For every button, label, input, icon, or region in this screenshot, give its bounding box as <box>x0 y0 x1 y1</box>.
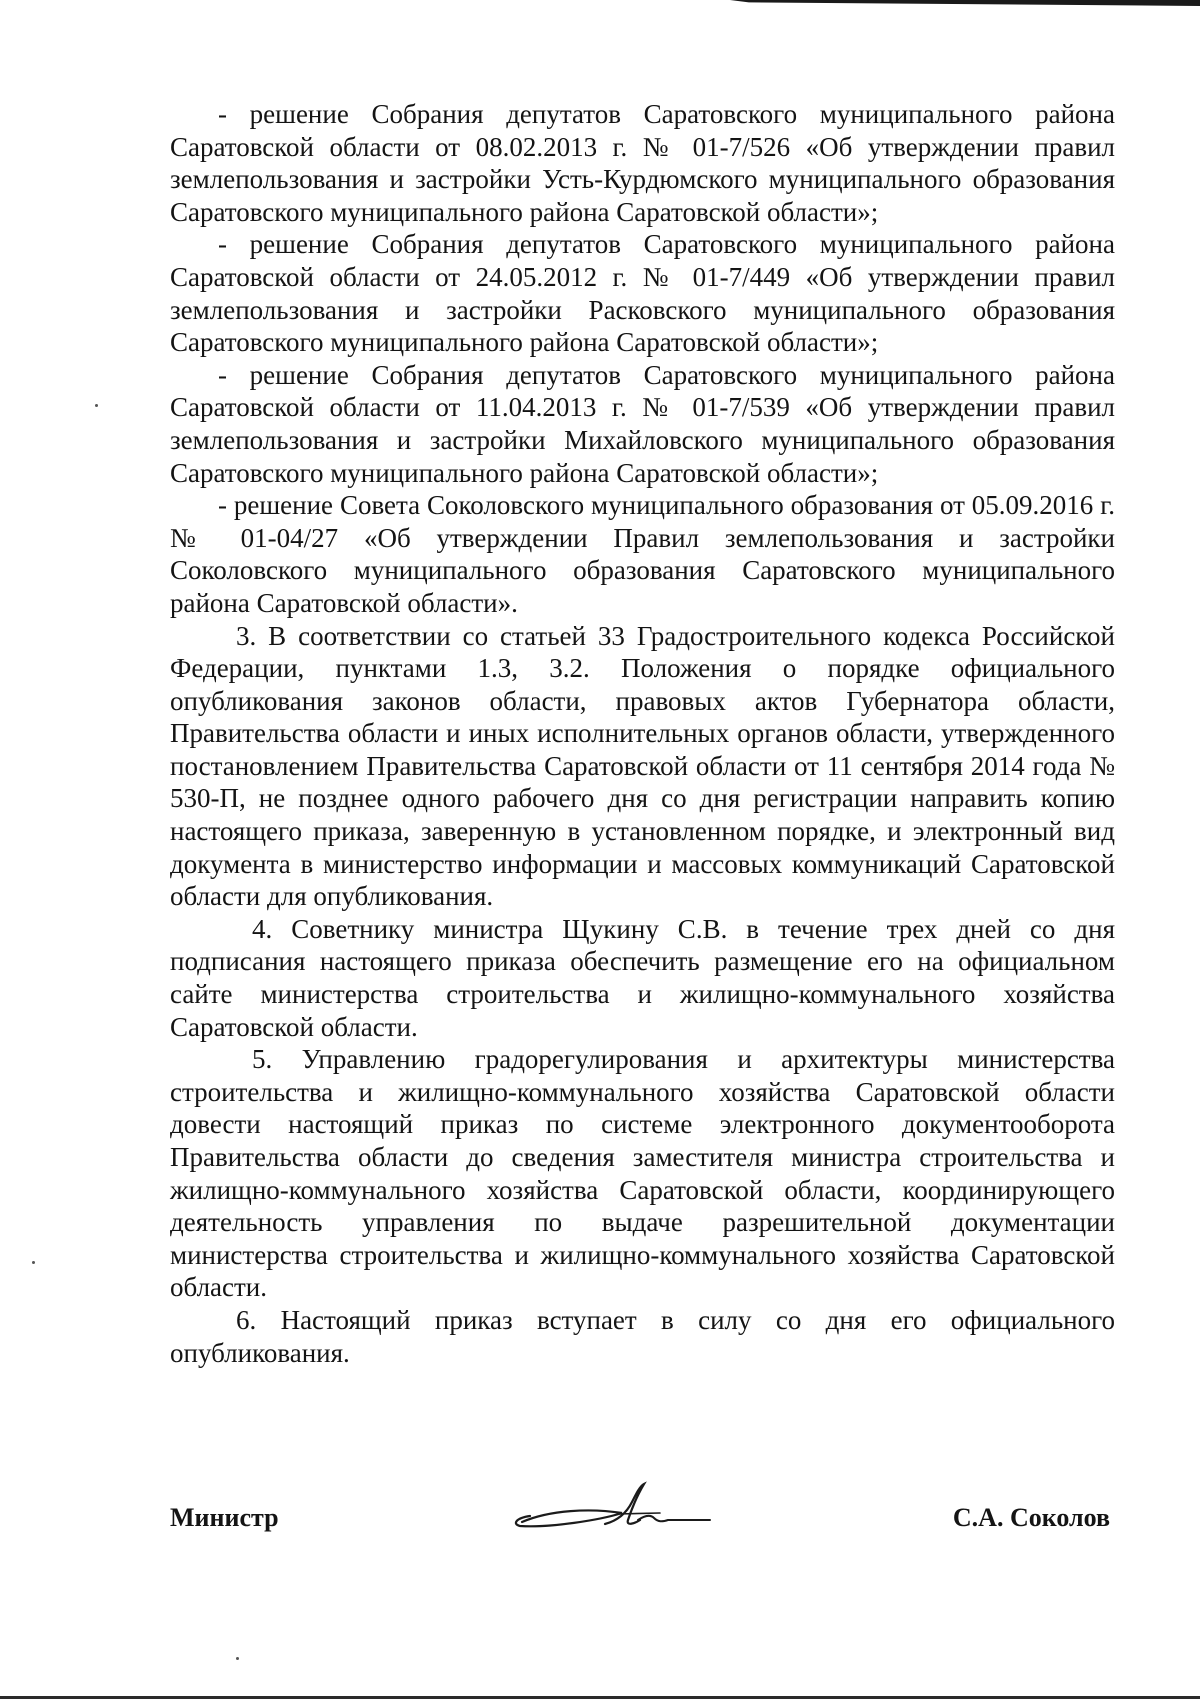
paragraph-item-3: 3. В соответствии со статьей 33 Градостроительного кодекса Российской Федерации, пунктами 1.3, 3.2. Положения о порядке официального опубликования законов области, правовых актов Губернатора области, Правительства области и иных исполнительных органов области, утвержденного постановлением Правительства Саратовской области от 11 сентября 2014 года № 530-П, не позднее одного рабочего дня со дня регистрации направить копию настоящего приказа, заверенную в установленном порядке, и электронный вид документа в министерство информации и массовых коммуникаций Саратовской области для опубликования. <box>170 620 1115 912</box>
paragraph-decision-ust-kurdyum: - решение Собрания депутатов Саратовского муниципального района Саратовской области от 08.02.2013 г. № 01-7/526 «Об утверждении правил землепользования и застройки Усть-Курдюмского муниципального образования Саратовского муниципального района Саратовской области»; <box>170 99 1115 227</box>
paragraph-decision-mikhaylovka: - решение Собрания депутатов Саратовского муниципального района Саратовской области от 11.04.2013 г. № 01-7/539 «Об утверждении правил землепользования и застройки Михайловского муниципального образования Саратовского муниципального района Саратовской области»; <box>170 359 1115 488</box>
scan-speck <box>95 404 98 407</box>
signatory-title: Министр <box>170 1503 279 1532</box>
handwritten-signature <box>510 1480 720 1550</box>
paragraph-item-4: 4. Советнику министра Щукину С.В. в течение трех дней со дня подписания настоящего приказа обеспечить размещение его на официальном сайте министерства строительства и жилищно-коммунального хозяйства Саратовской области. <box>170 913 1115 1042</box>
paragraph-item-5: 5. Управлению градорегулирования и архитектуры министерства строительства и жилищно-коммунального хозяйства Саратовской области довести настоящий приказ по системе электронного документооборота Правительства области до сведения заместителя министра строительства и жилищно-коммунального хозяйства Саратовской области, координирующего деятельность управления по выдаче разрешительной документации министерства строительства и жилищно-коммунального хозяйства Саратовской области. <box>170 1044 1115 1303</box>
document-body <box>170 98 1115 1369</box>
paragraph-decision-sokolovoe: - решение Совета Соколовского муниципального образования от 05.09.2016 г. № 01-04/27 «Об утверждении Правил землепользования и застройки Соколовского муниципального образования Саратовского муниципального района Саратовской области». <box>170 490 1115 618</box>
paragraph-decision-raskovo: - решение Собрания депутатов Саратовского муниципального района Саратовской области от 24.05.2012 г. № 01-7/449 «Об утверждении правил землепользования и застройки Расковского муниципального образования Саратовского муниципального района Саратовской области»; <box>170 229 1115 358</box>
signatory-name: С.А. Соколов <box>952 1503 1110 1532</box>
paragraph-item-6: 6. Настоящий приказ вступает в силу со дня его официального опубликования. <box>170 1304 1115 1368</box>
scan-edge-top <box>730 0 1200 6</box>
scan-speck <box>32 1261 35 1264</box>
scan-speck <box>236 1657 239 1660</box>
